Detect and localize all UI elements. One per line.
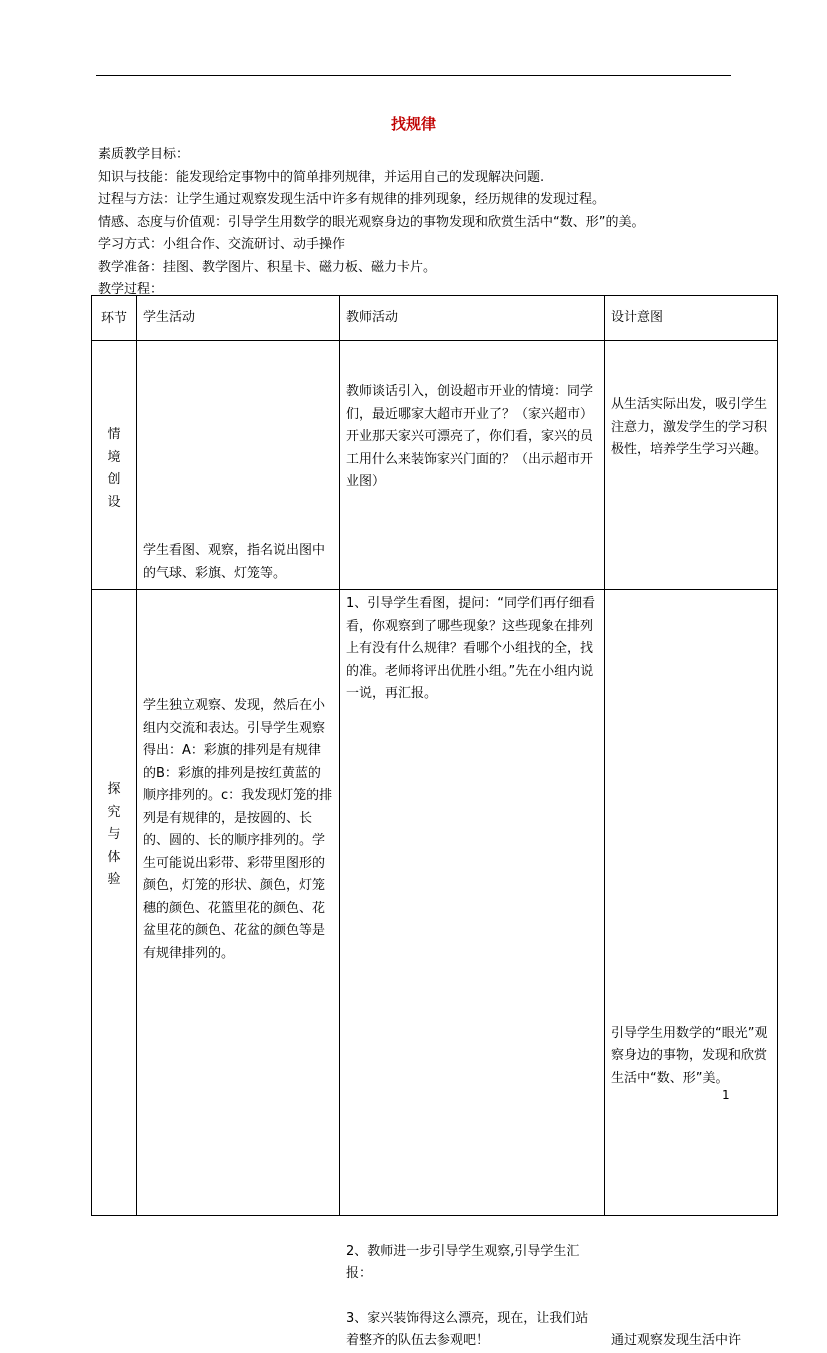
header-design-intent: 设计意图 xyxy=(605,296,778,341)
teacher-activity-step-2: 2、教师进一步引导学生观察,引导学生汇报： xyxy=(346,1243,580,1281)
design-intent-text: 从生活实际出发，吸引学生注意力，激发学生的学习积极性，培养学生学习兴趣。 xyxy=(611,397,768,457)
table-row xyxy=(92,590,778,1216)
header-rule xyxy=(96,75,731,76)
page-number: 1 xyxy=(722,1088,730,1102)
document-title: 找规律 xyxy=(390,115,436,133)
header-student-activity: 学生活动 xyxy=(137,296,340,341)
header-teacher-activity: 教师活动 xyxy=(340,296,605,341)
header-stage: 环节 xyxy=(92,296,137,341)
design-intent-text: 引导学生用数学的“眼光”观察身边的事物，发现和欣赏生活中“数、形”美。 xyxy=(611,1025,768,1086)
student-activity-text: 学生独立观察、发现，然后在小组内交流和表达。引导学生观察得出：A：彩旗的排列是有规律的B：彩旗的排列是按红黄蓝的顺序排列的。c：我发现灯笼的排列是有规律的，是按圆的、长的、圆的、长的顺序排列的。学生可能说出彩带、彩带里图形的颜色，灯笼的形状、颜色，灯笼穗的颜色、花篮里花的颜色、花盆里花的颜色、花盆的颜色等是有规律排列的。 xyxy=(143,698,333,961)
teacher-activity-text: 教师谈话引入，创设超市开业的情境：同学们，最近哪家大超市开业了？（家兴超市）开业那天家兴可漂亮了，你们看，家兴的员工用什么来装饰家兴门面的？（出示超市开业图） xyxy=(346,384,594,489)
stage-label: 情境创设 xyxy=(107,427,121,510)
student-activity-text: 学生看图、观察，指名说出图中的气球、彩旗、灯笼等。 xyxy=(143,543,326,581)
stage-label: 探究与体验 xyxy=(107,782,121,887)
intro-line-process: 过程与方法：让学生通过观察发现生活中许多有规律的排列现象，经历规律的发现过程。 xyxy=(98,192,606,207)
intro-line-learning-mode: 学习方式：小组合作、交流研讨、动手操作 xyxy=(98,237,346,252)
table-header-row xyxy=(92,296,778,341)
intro-section xyxy=(98,144,778,302)
intro-line-attitude: 情感、态度与价值观：引导学生用数学的眼光观察身边的事物发现和欣赏生活中“数、形”的美。 xyxy=(98,214,645,230)
design-intent-text-continued: 通过观察发现生活中许 xyxy=(611,1332,742,1348)
intro-line-goals: 素质教学目标： xyxy=(98,147,190,162)
intro-line-process-heading: 教学过程： xyxy=(98,282,164,297)
intro-line-preparation: 教学准备：挂图、教学图片、积星卡、磁力板、磁力卡片。 xyxy=(98,259,437,275)
teacher-activity-step-1: 1、引导学生看图，提问：“同学们再仔细看看，你观察到了哪些现象？这些现象在排列上有没有什么规律？看哪个小组找的全，找的准。老师将评出优胜小组。”先在小组内说一说，再汇报。 xyxy=(346,596,596,701)
teacher-activity-step-3: 3、家兴装饰得这么漂亮，现在，让我们站着整齐的队伍去参观吧！ xyxy=(346,1310,589,1348)
table-row xyxy=(92,341,778,590)
intro-line-knowledge: 知识与技能：能发现给定事物中的简单排列规律，并运用自己的发现解决问题. xyxy=(98,169,545,185)
lesson-table xyxy=(91,295,778,1348)
